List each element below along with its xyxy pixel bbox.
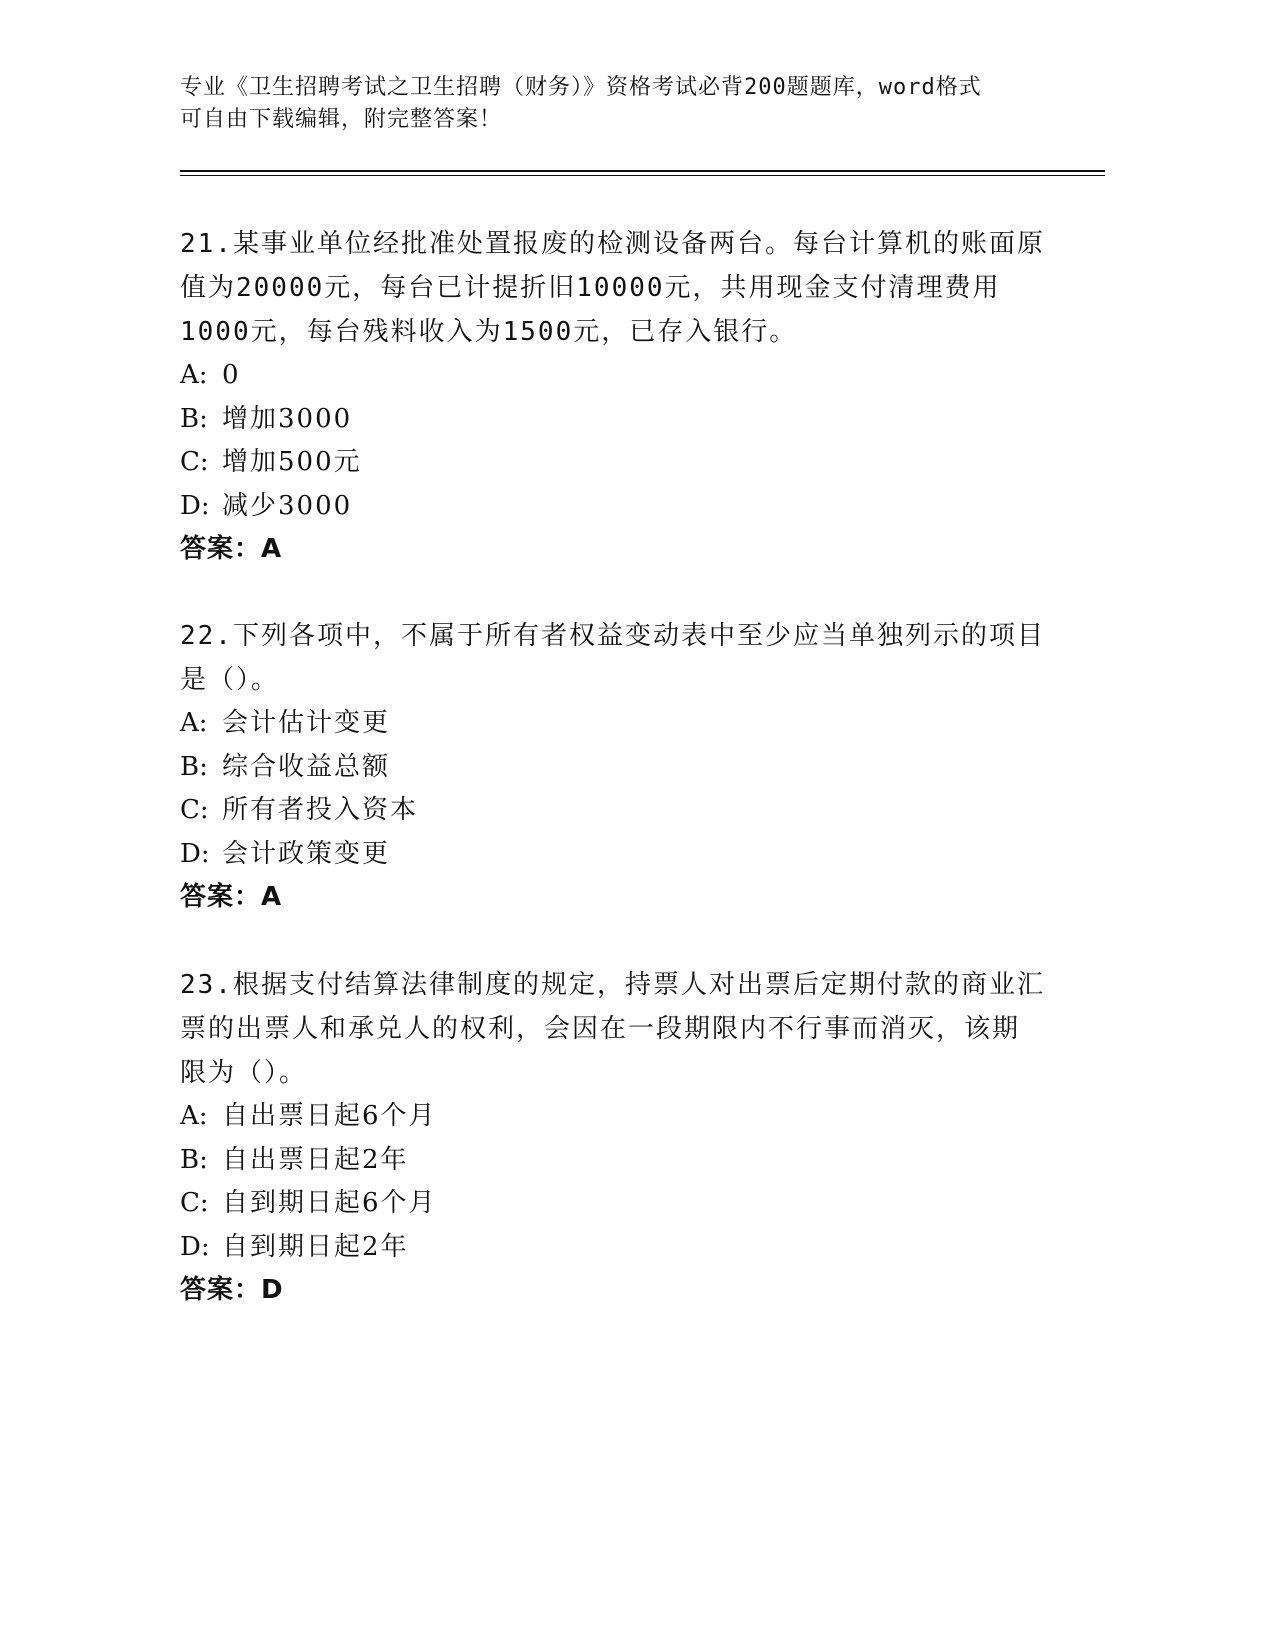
question-text-line: 票的出票人和承兑人的权利，会因在一段期限内不行事而消灭，该期 xyxy=(180,1014,1021,1044)
header-divider-thick xyxy=(180,170,1105,172)
question-22 xyxy=(180,614,1060,920)
option-letter: C: xyxy=(180,447,209,477)
answer-label: 答案：D xyxy=(180,1275,284,1305)
option-text: 综合收益总额 xyxy=(222,751,391,782)
question-text-line: 限为（）。 xyxy=(180,1058,308,1088)
answer-label: 答案：A xyxy=(180,534,283,564)
option-text: 自到期日起6个月 xyxy=(222,1188,437,1218)
header-line-1: 专业《卫生招聘考试之卫生招聘（财务）》资格考试必背200题题库，word格式 xyxy=(180,75,982,100)
option-text: 增加3000 xyxy=(222,403,353,434)
option-letter: D: xyxy=(180,1231,210,1262)
question-21 xyxy=(180,222,1060,572)
option-c xyxy=(180,789,1060,833)
option-letter: D: xyxy=(180,490,210,521)
option-text: 0 xyxy=(222,360,241,390)
option-text: 减少3000 xyxy=(222,490,353,521)
header-divider-thin xyxy=(180,175,1105,176)
option-letter: B: xyxy=(180,751,208,782)
header-line-2: 可自由下载编辑，附完整答案！ xyxy=(180,107,503,132)
option-a xyxy=(180,1095,1060,1139)
option-text: 自到期日起2年 xyxy=(222,1231,409,1262)
option-letter: A: xyxy=(180,1101,208,1131)
option-c xyxy=(180,1182,1060,1226)
option-text: 会计估计变更 xyxy=(222,708,391,738)
option-letter: D: xyxy=(180,838,210,869)
question-text-line: 21.某事业单位经批准处置报废的检测设备两台。每台计算机的账面原 xyxy=(180,229,1045,259)
option-b xyxy=(180,1139,1060,1183)
option-b xyxy=(180,398,1060,442)
option-letter: A: xyxy=(180,708,208,738)
option-letter: B: xyxy=(180,403,208,434)
option-d xyxy=(180,1226,1060,1270)
question-text-line: 1000元，每台残料收入为1500元，已存入银行。 xyxy=(180,317,798,347)
option-d xyxy=(180,833,1060,877)
answer-label: 答案：A xyxy=(180,882,283,912)
document-header xyxy=(180,72,1060,136)
question-text-line: 23.根据支付结算法律制度的规定，持票人对出票后定期付款的商业汇 xyxy=(180,970,1045,1000)
option-text: 自出票日起2年 xyxy=(222,1144,409,1175)
option-c xyxy=(180,441,1060,485)
question-23 xyxy=(180,963,1060,1313)
question-text-line: 值为20000元，每台已计提折旧10000元，共用现金支付清理费用 xyxy=(180,273,1001,303)
option-letter: C: xyxy=(180,1188,209,1218)
option-text: 增加500元 xyxy=(222,447,362,477)
option-d xyxy=(180,485,1060,529)
option-letter: C: xyxy=(180,795,209,825)
option-b xyxy=(180,746,1060,790)
option-letter: B: xyxy=(180,1144,208,1175)
option-letter: A: xyxy=(180,360,208,390)
option-text: 会计政策变更 xyxy=(222,838,391,869)
question-text-line: 是（）。 xyxy=(180,665,280,695)
question-text-line: 22.下列各项中，不属于所有者权益变动表中至少应当单独列示的项目 xyxy=(180,621,1045,651)
option-text: 所有者投入资本 xyxy=(222,795,419,825)
option-a xyxy=(180,702,1060,746)
option-a xyxy=(180,354,1060,398)
option-text: 自出票日起6个月 xyxy=(222,1101,437,1131)
